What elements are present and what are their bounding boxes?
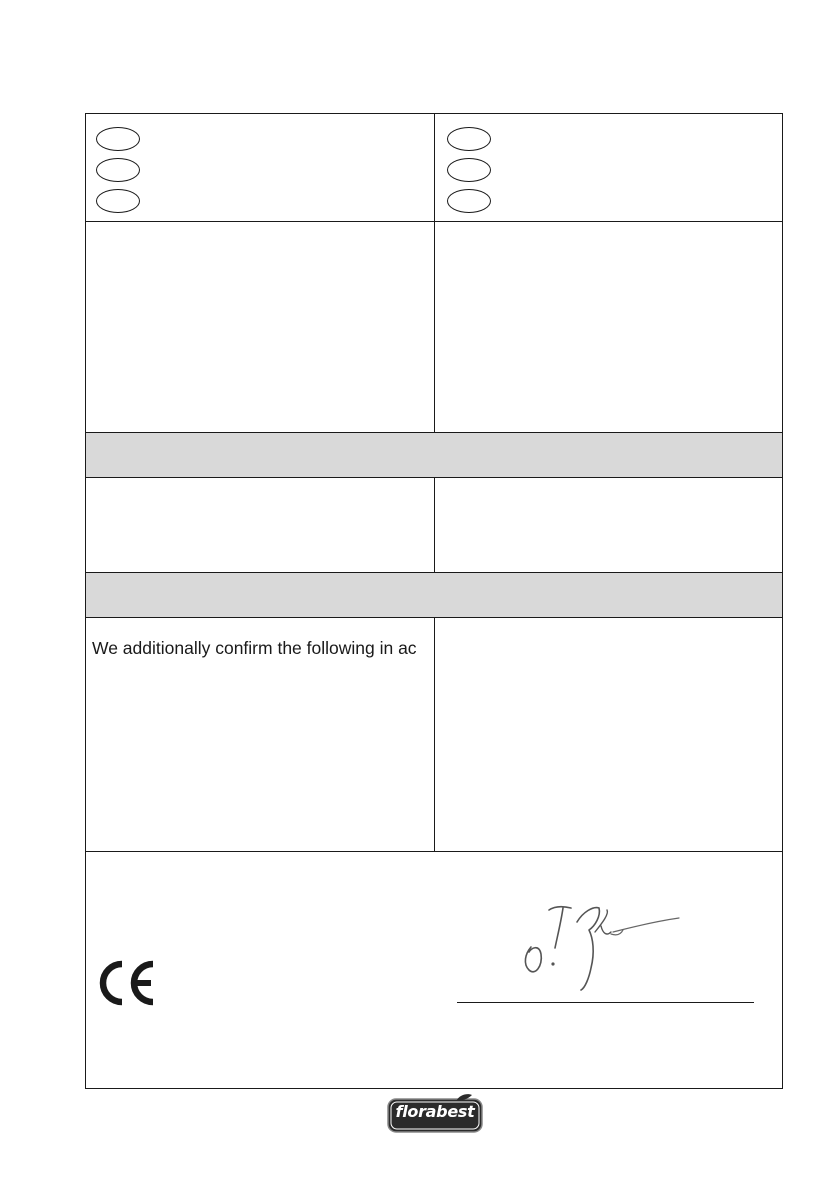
declaration-text-right <box>435 222 782 432</box>
language-badge <box>447 189 491 213</box>
place-date-row <box>86 852 782 892</box>
florabest-logo <box>386 1093 484 1135</box>
language-badge <box>447 127 491 151</box>
declaration-text-row <box>86 222 782 433</box>
language-cell-right <box>435 114 782 221</box>
handwritten-signature <box>511 892 691 997</box>
language-badge <box>447 158 491 182</box>
signature-row <box>86 892 782 1088</box>
language-row <box>86 114 782 222</box>
page-header-area <box>18 22 818 42</box>
language-cell-left <box>86 114 435 221</box>
logo-text: florabest <box>395 1102 475 1121</box>
confirmation-row <box>86 618 782 852</box>
product-info-right <box>435 478 782 572</box>
declaration-form <box>85 113 783 1089</box>
declaration-text-left <box>86 222 435 432</box>
confirmation-cell-left <box>86 618 435 851</box>
language-badge <box>96 158 140 182</box>
ce-mark-icon <box>96 958 158 1008</box>
section-heading-band <box>86 573 782 618</box>
language-badge <box>96 127 140 151</box>
signature-line <box>457 1002 754 1003</box>
product-info-left <box>86 478 435 572</box>
section-heading-band <box>86 433 782 478</box>
confirmation-cell-right <box>435 618 782 851</box>
confirmation-text: We additionally confirm the following in ac <box>92 638 417 658</box>
product-info-row <box>86 478 782 573</box>
language-badge <box>96 189 140 213</box>
